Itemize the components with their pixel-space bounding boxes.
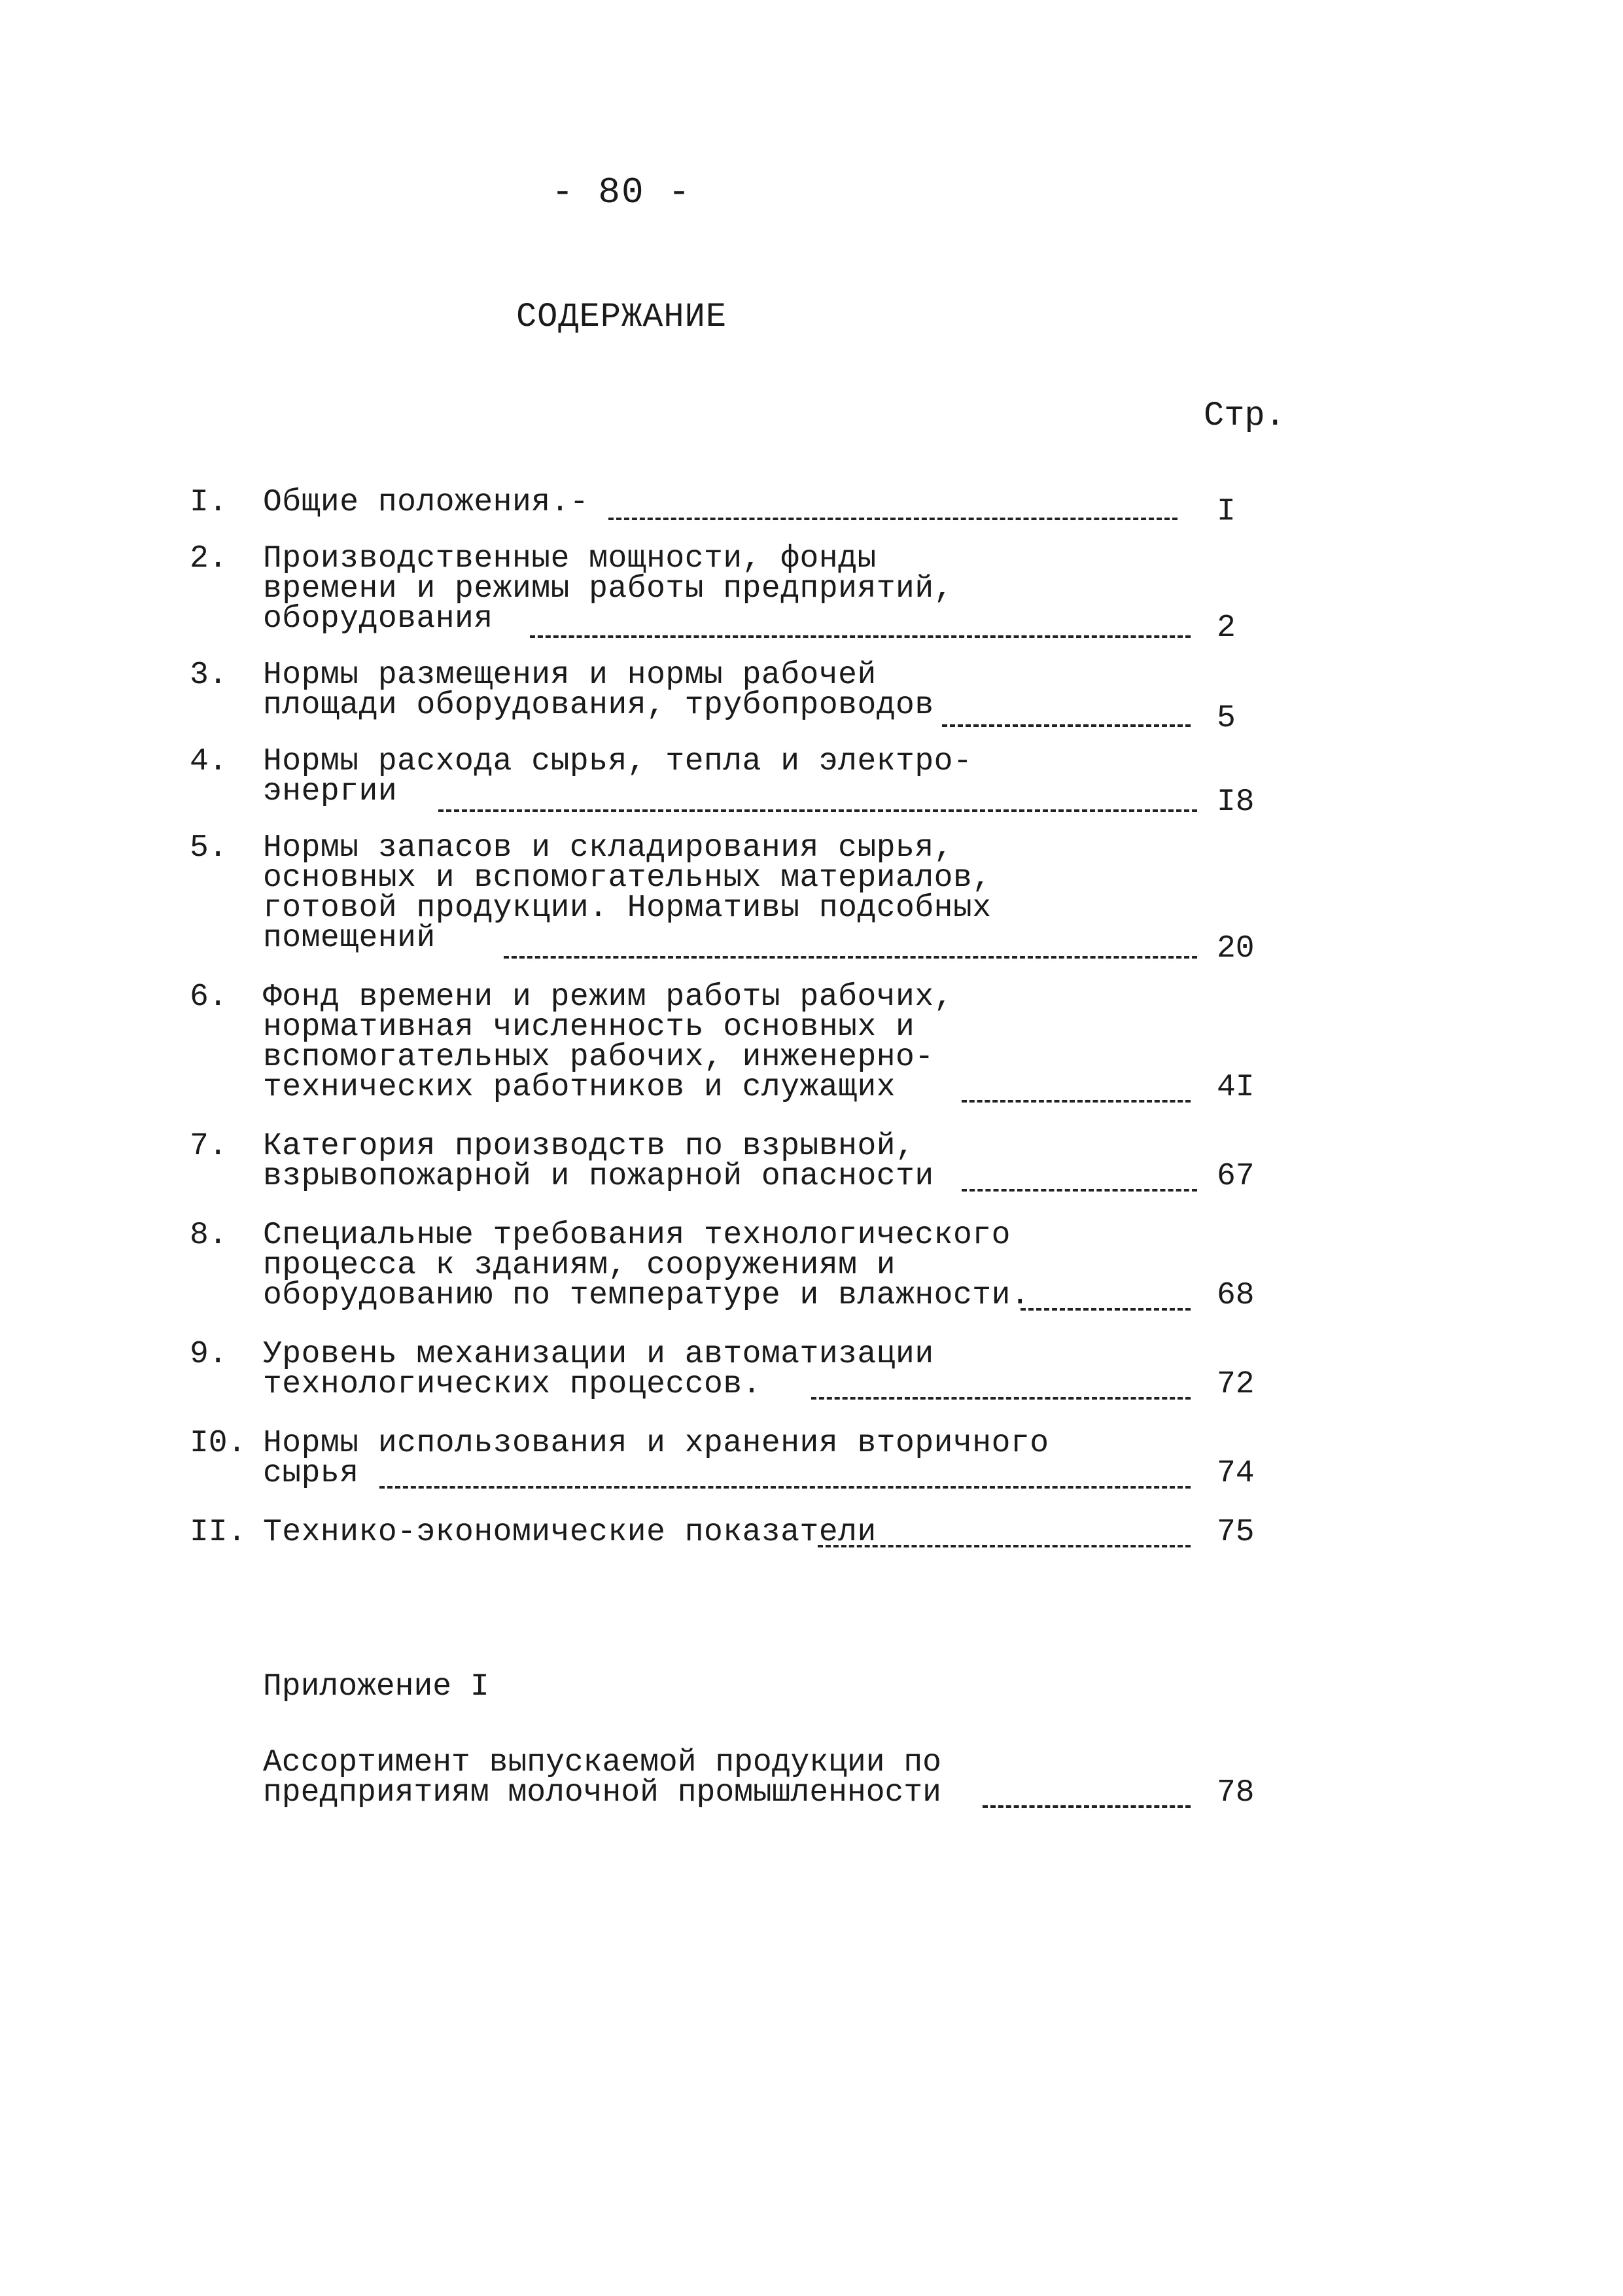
appendix-entry (263, 1745, 1289, 1810)
dotted-leader (1021, 1304, 1191, 1311)
toc-entry-text: Технико-экономические показатели (263, 1515, 877, 1550)
dotted-leader (530, 631, 1191, 638)
toc-entry-number: 3. (190, 658, 228, 693)
toc-entry-page: 4I (1217, 1070, 1255, 1105)
toc-entry (190, 1339, 1289, 1400)
toc-entry-text: Специальные требования технологического процесса к зданиям, сооружениям и оборудованию по температуре и влажности. (263, 1218, 1030, 1313)
dotted-leader (962, 1096, 1191, 1103)
toc-entry-page: 74 (1217, 1456, 1255, 1491)
toc-entry (190, 541, 1289, 646)
toc-entry (190, 982, 1289, 1103)
toc-entry-text: Производственные мощности, фонды времени и режимы работы предприятий, оборудования (263, 541, 953, 637)
dotted-leader (818, 1541, 1191, 1547)
toc-entry (190, 1428, 1289, 1489)
toc-entry-number: 9. (190, 1337, 228, 1372)
toc-entry-page: 20 (1217, 931, 1255, 966)
toc-entry-page: 68 (1217, 1278, 1255, 1313)
toc-entry-page: I (1217, 494, 1236, 529)
toc-entry (190, 1515, 1289, 1550)
toc-entry-number: 5. (190, 830, 228, 866)
toc-entry-number: 6. (190, 980, 228, 1015)
toc-entry-number: II. (190, 1515, 247, 1550)
toc-entry-text: Фонд времени и режим работы рабочих, нормативная численность основных и вспомогательных рабочих, инженерно- технических работников и служащих (263, 980, 953, 1105)
appendix (263, 1669, 1289, 1810)
toc-entry-text: Нормы запасов и складирования сырья, основных и вспомогательных материалов, готовой продукции. Нормативы подсобных помещений (263, 830, 992, 956)
page-column-header: Стр. (1204, 397, 1285, 435)
toc-entry-page: I8 (1217, 785, 1255, 820)
appendix-entry-text: Ассортимент выпускаемой продукции по предприятиям молочной промышленности (263, 1745, 941, 1810)
toc-entry (190, 1220, 1289, 1311)
dotted-leader (942, 720, 1191, 727)
page-number: - 80 - (551, 171, 691, 213)
dotted-leader (811, 1393, 1191, 1400)
toc-entry-number: I. (190, 485, 228, 520)
toc-entry-number: 7. (190, 1129, 228, 1164)
toc-entry-page: 75 (1217, 1515, 1255, 1550)
document-title: СОДЕРЖАНИЕ (515, 298, 727, 336)
toc-entry-text: Категория производств по взрывной, взрывопожарной и пожарной опасности (263, 1129, 934, 1194)
dotted-leader (608, 514, 1178, 520)
toc-entry-page: 2 (1217, 610, 1236, 646)
dotted-leader (438, 805, 1197, 812)
toc-entry-page: 67 (1217, 1159, 1255, 1194)
toc-entry (190, 1131, 1289, 1192)
toc-entry-text: Нормы размещения и нормы рабочей площади оборудования, трубопроводов (263, 658, 934, 723)
toc-entry-text: Уровень механизации и автоматизации технологических процессов. (263, 1337, 934, 1402)
toc-entry-page: 5 (1217, 701, 1236, 736)
toc-entry (190, 744, 1289, 820)
toc-entry-text: Нормы использования и хранения вторичного сырья (263, 1426, 1049, 1491)
toc-entry (190, 830, 1289, 966)
dotted-leader (962, 1185, 1197, 1192)
dotted-leader (983, 1801, 1191, 1808)
toc-entry-number: 4. (190, 744, 228, 779)
toc-entry-text: Нормы расхода сырья, тепла и электро- энергии (263, 744, 973, 809)
dotted-leader (379, 1482, 1191, 1489)
appendix-entry-page: 78 (1217, 1775, 1255, 1810)
appendix-title: Приложение I (263, 1669, 489, 1704)
toc-entry-number: 8. (190, 1218, 228, 1253)
toc-entry-page: 72 (1217, 1367, 1255, 1402)
table-of-contents (190, 487, 1289, 1568)
toc-entry (190, 485, 1289, 529)
toc-entry (190, 658, 1289, 736)
dotted-leader (504, 952, 1197, 959)
toc-entry-number: I0. (190, 1426, 247, 1461)
toc-entry-number: 2. (190, 541, 228, 576)
toc-entry-text: Общие положения.- (263, 485, 589, 520)
